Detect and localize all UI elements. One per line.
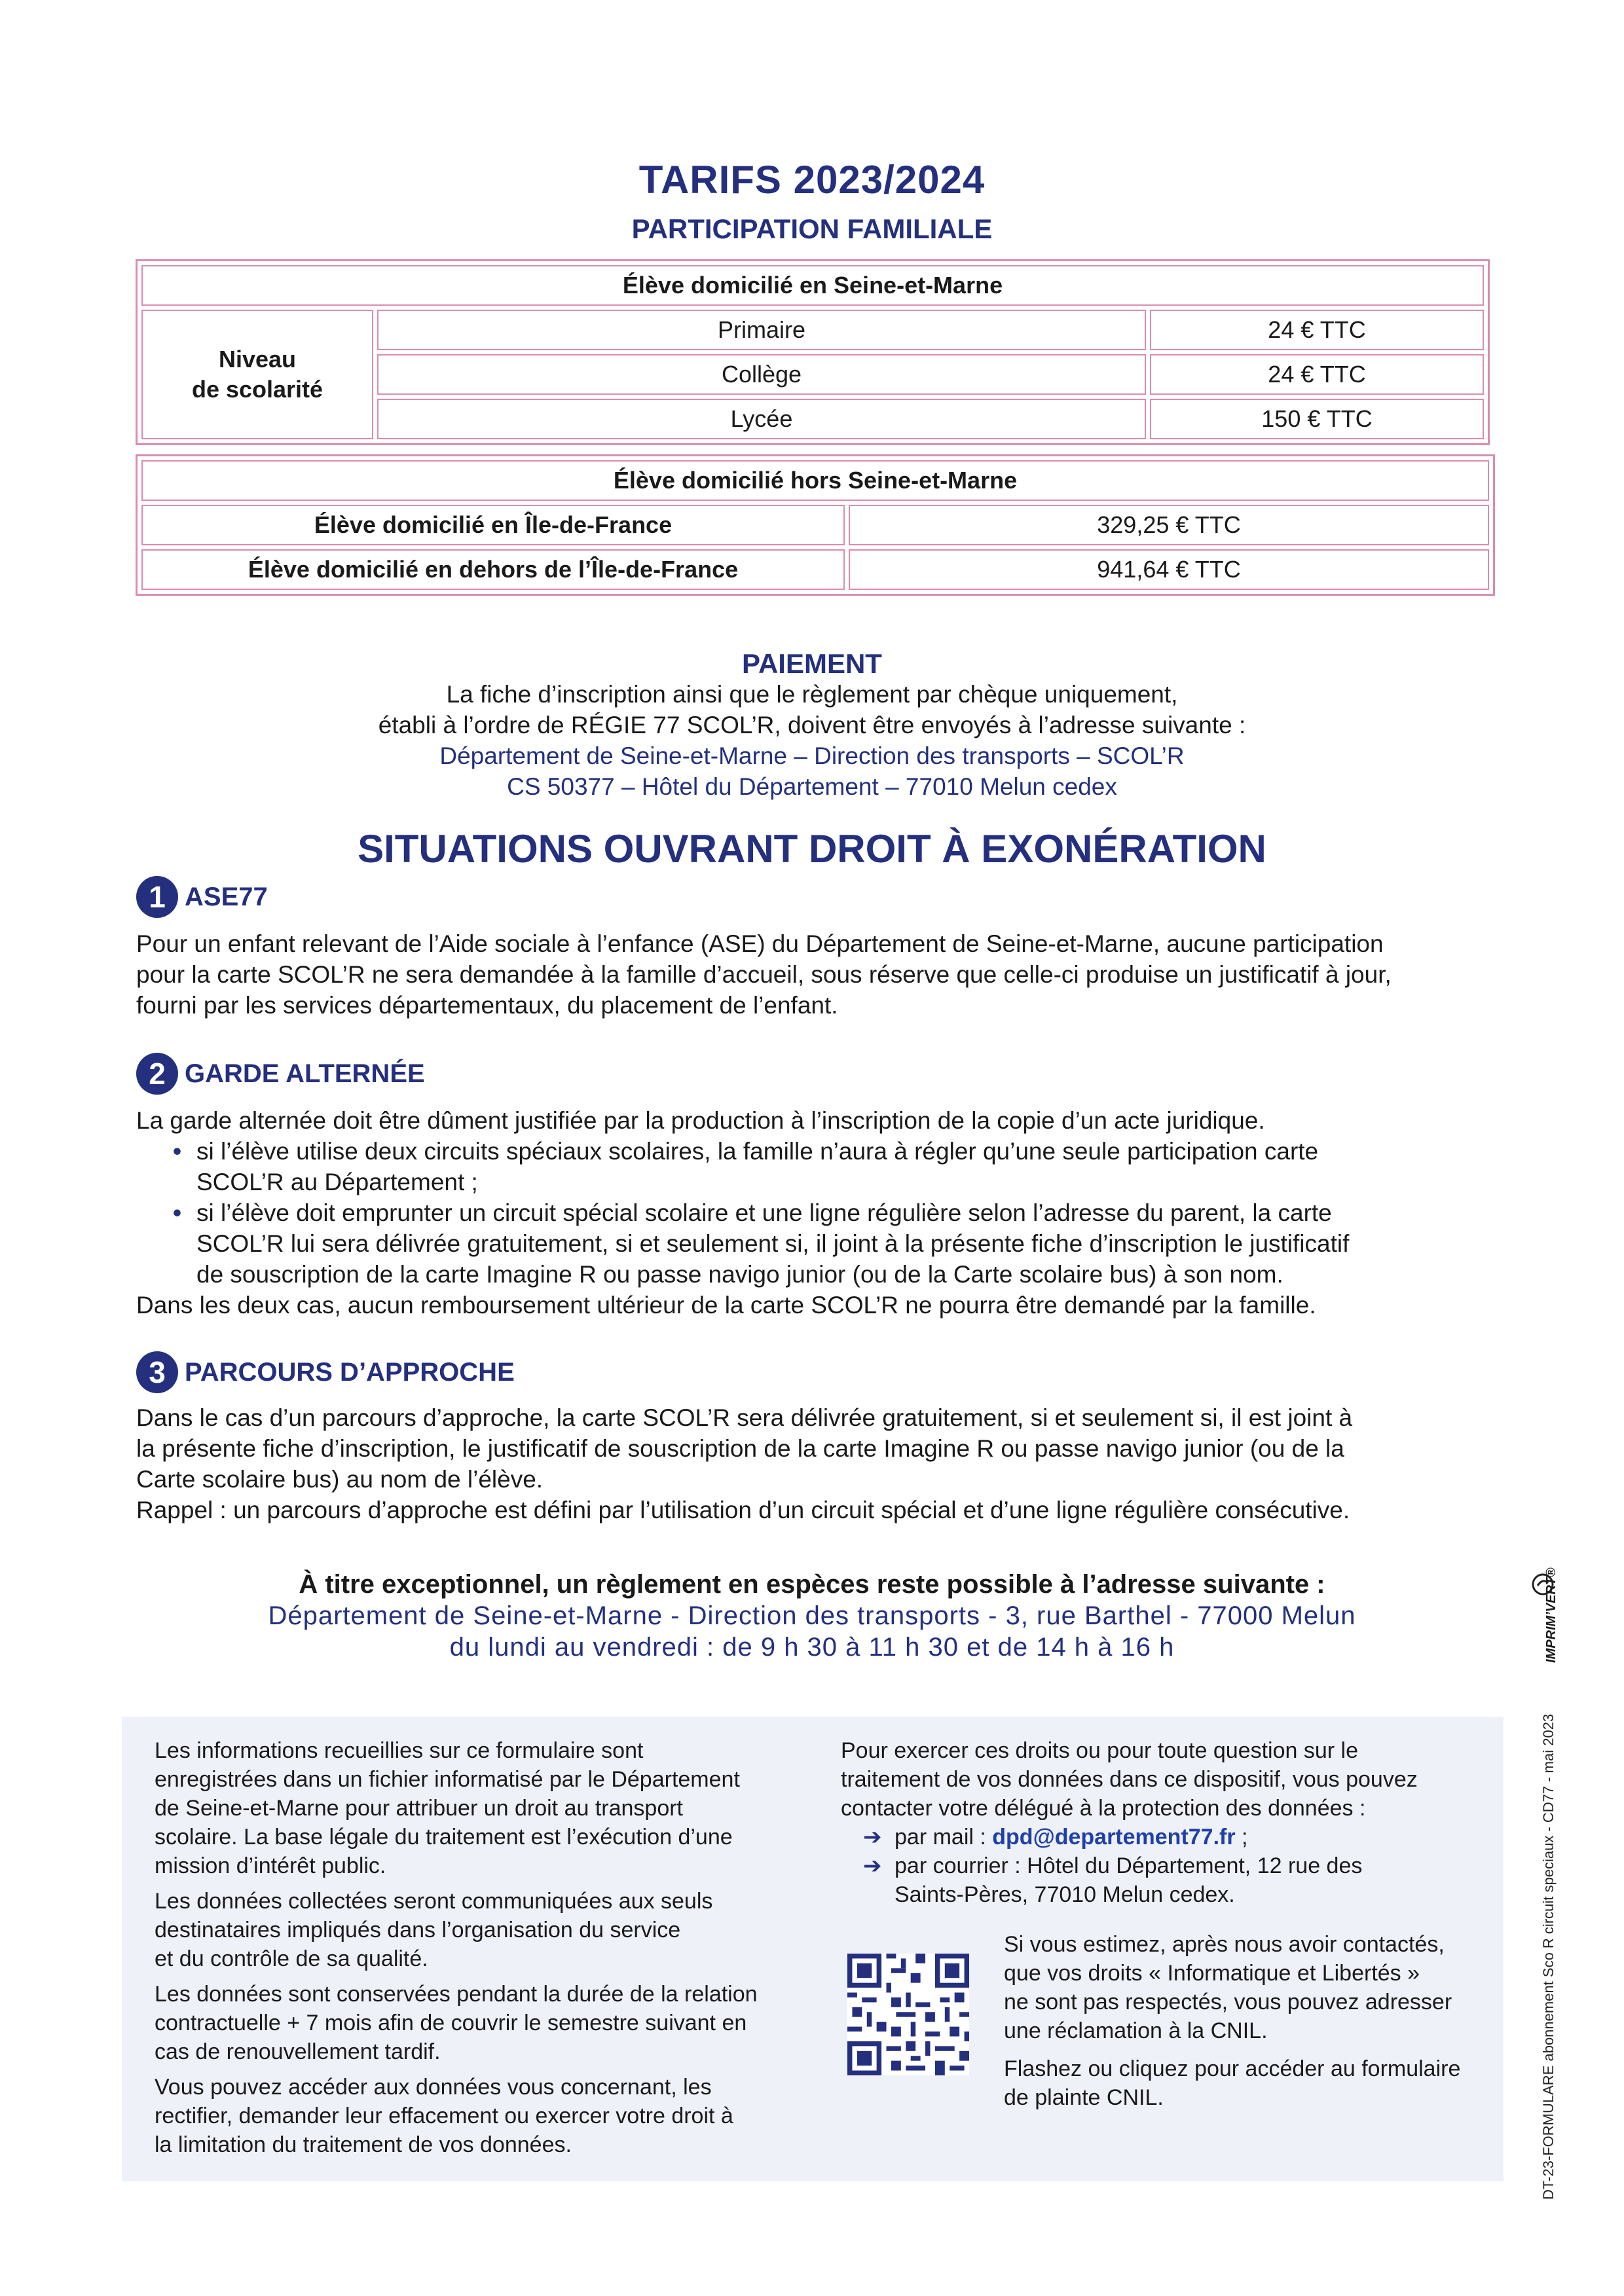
rgpd-line: cas de renouvellement tardif. (155, 2039, 441, 2064)
rgpd-line: enregistrées dans un fichier informatisé par le Département (155, 1767, 740, 1792)
section-title: GARDE ALTERNÉE (185, 1059, 425, 1088)
bullet-icon: • (173, 1199, 181, 1226)
rgpd-line: Les données collectées seront communiquées aux seuls (155, 1889, 713, 1914)
body-line: Pour un enfant relevant de l’Aide sociale à l’enfance (ASE) du Département de Seine-et-Marne, aucune participation (136, 930, 1384, 957)
mail-suffix: ; (1235, 1825, 1248, 1850)
bullet-line: de souscription de la carte Imagine R ou passe navigo junior (ou de la Carte scolaire bus) à son nom. (196, 1261, 1283, 1288)
rgpd-left-column (155, 1736, 816, 2166)
imprim-vert-text: IMPRIM’VERT® (1544, 1567, 1559, 1663)
body-line: Dans le cas d’un parcours d’approche, la carte SCOL’R sera délivrée gratuitement, si et seulement si, il est joint à (136, 1404, 1353, 1431)
body-line: Carte scolaire bus) au nom de l’élève. (136, 1466, 544, 1493)
price-cell: 24 € TTC (1150, 310, 1484, 350)
bullet-line: si l’élève doit emprunter un circuit spécial scolaire et une ligne régulière selon l’adresse du parent, la carte (196, 1199, 1332, 1226)
level-cell: Primaire (377, 310, 1146, 350)
body-line: la présente fiche d’inscription, le justificatif de souscription de la carte Imagine R ou passe navigo junior (ou de la (136, 1435, 1344, 1462)
exoneration-title: SITUATIONS OUVRANT DROIT À EXONÉRATION (358, 827, 1266, 871)
tarif-table-hors-seine-et-marne (136, 454, 1495, 596)
page-subtitle: PARTICIPATION FAMILIALE (631, 213, 993, 244)
rgpd-line: rectifier, demander leur effacement ou exercer votre droit à (155, 2104, 733, 2128)
courrier-line: Saints-Pères, 77010 Melun cedex. (895, 1882, 1235, 1907)
rgpd-line: Si vous estimez, après nous avoir contactés, (1004, 1932, 1445, 1957)
contact-courrier (841, 1851, 1483, 1909)
rgpd-line: destinataires impliqués dans l’organisation du service (155, 1918, 681, 1942)
rgpd-paragraph (841, 1736, 1483, 1823)
rgpd-line: traitement de vos données dans ce dispositif, vous pouvez (841, 1767, 1418, 1792)
tarif-table-seine-et-marne (136, 259, 1490, 445)
payment-line: établi à l’ordre de RÉGIE 77 SCOL’R, doivent être envoyés à l’adresse suivante : (378, 712, 1246, 738)
rgpd-line: que vos droits « Informatique et Libertés » (1004, 1961, 1420, 1986)
rgpd-line: Les informations recueillies sur ce formulaire sont (155, 1738, 644, 1763)
rgpd-line: Les données sont conservées pendant la durée de la relation (155, 1982, 758, 2007)
label-cell: Élève domicilié en dehors de l’Île-de-France (141, 549, 845, 590)
bullet-line: SCOL’R au Département ; (196, 1169, 478, 1195)
mail-prefix: par mail : (895, 1825, 993, 1850)
rgpd-line: Flashez ou cliquez pour accéder au formulaire (1004, 2056, 1461, 2081)
rgpd-line: Vous pouvez accéder aux données vous concernant, les (155, 2075, 712, 2100)
rgpd-paragraph (1004, 1930, 1482, 2045)
list-item (136, 1136, 1505, 1197)
arrow-right-icon: ➔ (863, 1825, 882, 1850)
rgpd-line: de Seine-et-Marne pour attribuer un droit au transport (155, 1796, 684, 1821)
arrow-right-icon: ➔ (863, 1853, 882, 1878)
section-title: PARCOURS D’APPROCHE (185, 1357, 515, 1387)
rgpd-paragraph (155, 1736, 816, 1880)
document-reference: DT-23-FORMULARE abonnement Sco R circuit speciaux - CD77 - mai 2023 (1540, 1713, 1557, 2200)
section-body-ase77 (136, 928, 1505, 1021)
rgpd-line: contacter votre délégué à la protection des données : (841, 1796, 1366, 1821)
rgpd-right-column (841, 1736, 1483, 1909)
price-cell: 941,64 € TTC (849, 549, 1489, 590)
rgpd-line: Pour exercer ces droits ou pour toute question sur le (841, 1738, 1358, 1763)
row-label-line: Niveau (218, 346, 297, 373)
table-heading: Élève domicilié hors Seine-et-Marne (141, 460, 1489, 501)
payment-address: Département de Seine-et-Marne – Direction des transports – SCOL’R (439, 742, 1185, 769)
body-line: fourni par les services départementaux, du placement de l’enfant. (136, 992, 838, 1019)
bullet-line: SCOL’R lui sera délivrée gratuitement, si et seulement si, il joint à la présente fiche d’inscription le justificatif (196, 1230, 1350, 1257)
exceptional-hours: du lundi au vendredi : de 9 h 30 à 11 h 30 et de 14 h à 16 h (449, 1633, 1175, 1662)
section-number-badge: 2 (136, 1053, 178, 1095)
body-line: La garde alternée doit être dûment justifiée par la production à l’inscription de la copie d’un acte juridique. (136, 1107, 1265, 1134)
body-line: Dans les deux cas, aucun remboursement ultérieur de la carte SCOL’R ne pourra être demandé par la famille. (136, 1292, 1316, 1319)
list-item (136, 1197, 1505, 1290)
exceptional-address: Département de Seine-et-Marne - Direction des transports - 3, rue Barthel - 77000 Melun (268, 1601, 1356, 1630)
payment-block (0, 648, 1624, 802)
payment-title: PAIEMENT (742, 648, 882, 679)
payment-address: CS 50377 – Hôtel du Département – 77010 Melun cedex (507, 773, 1117, 800)
section-header-parcours-approche (136, 1351, 515, 1393)
exceptional-line: À titre exceptionnel, un règlement en espèces reste possible à l’adresse suivante : (299, 1570, 1325, 1599)
section-title: ASE77 (185, 882, 268, 911)
rgpd-cnil-text (1004, 1930, 1482, 2121)
rgpd-info-box (122, 1717, 1504, 2181)
rgpd-line: scolaire. La base légale du traitement est l’exécution d’une (155, 1825, 733, 1850)
row-label-line: de scolarité (191, 376, 323, 403)
rgpd-paragraph (155, 1887, 816, 1973)
row-label-niveau (141, 310, 373, 439)
rgpd-paragraph (155, 2073, 816, 2159)
section-body-garde-alternee (136, 1105, 1505, 1321)
rgpd-line: une réclamation à la CNIL. (1004, 2018, 1268, 2043)
rgpd-line: de plainte CNIL. (1004, 2085, 1164, 2110)
section-number-badge: 3 (136, 1351, 178, 1393)
level-cell: Collège (377, 354, 1146, 395)
courrier-line: par courrier : Hôtel du Département, 12 rue des (895, 1853, 1363, 1878)
label-cell: Élève domicilié en Île-de-France (141, 505, 845, 545)
section-body-parcours-approche (136, 1402, 1505, 1525)
imprim-vert-logo (1524, 1567, 1564, 1683)
level-cell: Lycée (377, 399, 1146, 439)
dpd-email-link[interactable]: dpd@departement77.fr (992, 1825, 1236, 1850)
price-cell: 150 € TTC (1150, 399, 1484, 439)
cnil-link-text[interactable] (1004, 2054, 1482, 2112)
rgpd-line: ne sont pas respectés, vous pouvez adresser (1004, 1990, 1452, 2014)
section-header-ase77 (136, 876, 268, 918)
exceptional-payment-block (0, 1569, 1624, 1663)
section-number-badge: 1 (136, 876, 178, 918)
rgpd-line: et du contrôle de sa qualité. (155, 1946, 428, 1971)
bullet-line: si l’élève utilise deux circuits spéciaux scolaires, la famille n’aura à régler qu’une seule participation carte (196, 1138, 1319, 1165)
rgpd-line: mission d’intérêt public. (155, 1853, 386, 1878)
bullet-list (136, 1136, 1505, 1290)
page-title: TARIFS 2023/2024 (638, 158, 986, 202)
payment-line: La fiche d’inscription ainsi que le règlement par chèque uniquement, (446, 681, 1178, 708)
cnil-qr-code[interactable] (847, 1954, 969, 2075)
bullet-icon: • (173, 1138, 181, 1165)
rgpd-line: la limitation du traitement de vos données. (155, 2132, 572, 2157)
table-heading: Élève domicilié en Seine-et-Marne (141, 265, 1484, 306)
body-line: Rappel : un parcours d’approche est défini par l’utilisation d’un circuit spécial et d’une ligne régulière consécutive. (136, 1497, 1350, 1523)
rgpd-line: contractuelle + 7 mois afin de couvrir le semestre suivant en (155, 2011, 747, 2035)
section-header-garde-alternee (136, 1053, 425, 1095)
contact-mail (841, 1823, 1483, 1851)
price-cell: 329,25 € TTC (849, 505, 1489, 545)
rgpd-paragraph (155, 1980, 816, 2066)
body-line: pour la carte SCOL’R ne sera demandée à la famille d’accueil, sous réserve que celle-ci produise un justificatif à jour, (136, 961, 1392, 988)
price-cell: 24 € TTC (1150, 354, 1484, 395)
